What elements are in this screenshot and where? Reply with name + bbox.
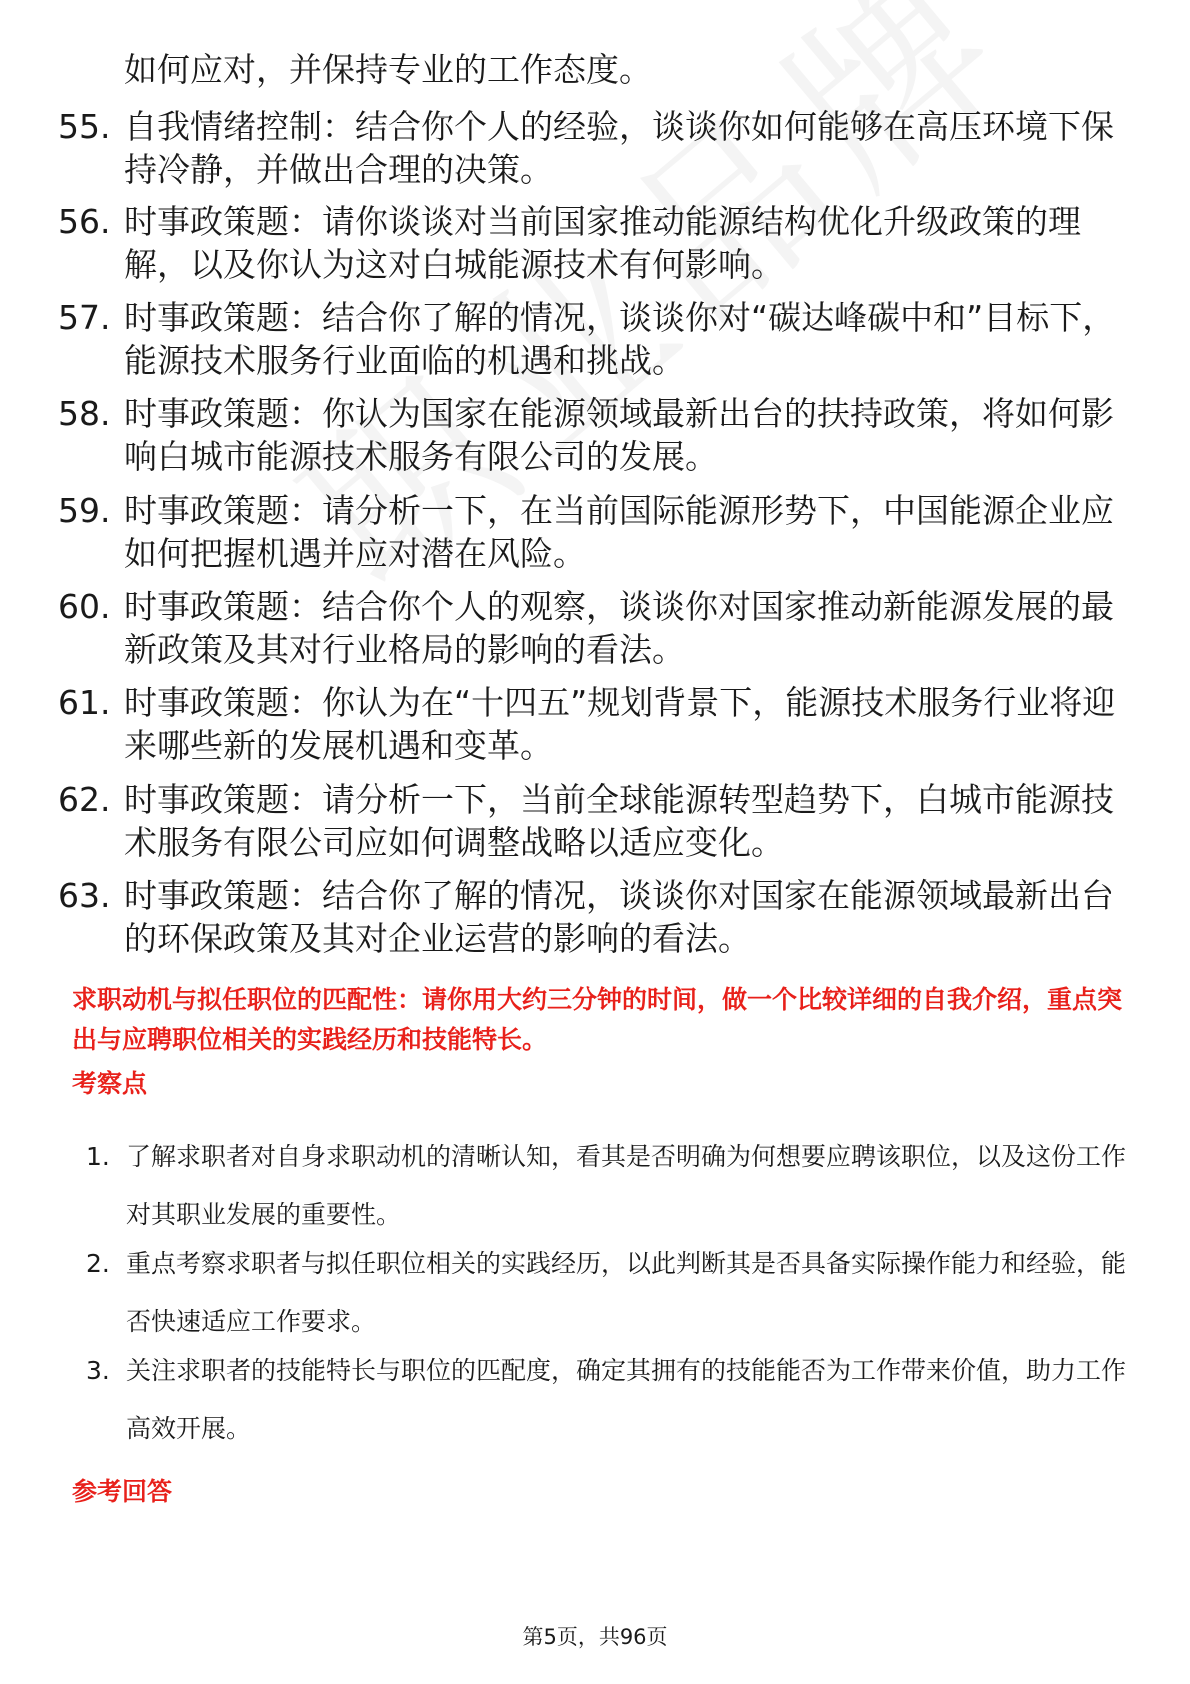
question-text: 时事政策题：请分析一下，当前全球能源转型趋势下，白城市能源技术服务有限公司应如何调整战略以适应变化。 xyxy=(124,780,1114,862)
question-text: 时事政策题：结合你了解的情况，谈谈你对“碳达峰碳中和”目标下，能源技术服务行业面临的机遇和挑战。 xyxy=(124,298,1116,380)
question-text: 时事政策题：你认为在“十四五”规划背景下，能源技术服务行业将迎来哪些新的发展机遇和变革。 xyxy=(124,683,1116,765)
question-number: 56. xyxy=(58,202,111,241)
question-number: 55. xyxy=(58,107,111,146)
question-number: 62. xyxy=(58,780,111,819)
question-number: 63. xyxy=(58,876,111,915)
question-text: 时事政策题：你认为国家在能源领域最新出台的扶持政策，将如何影响白城市能源技术服务有限公司的发展。 xyxy=(124,394,1114,476)
point-number: 3. xyxy=(86,1356,110,1385)
point-text: 重点考察求职者与拟任职位相关的实践经历，以此判断其是否具备实际操作能力和经验，能否快速适应工作要求。 xyxy=(126,1249,1127,1336)
question-number: 58. xyxy=(58,394,111,433)
reference-answer-label: 参考回答 xyxy=(72,1477,173,1506)
question-text: 自我情绪控制：结合你个人的经验，谈谈你如何能够在高压环境下保持冷静，并做出合理的决策。 xyxy=(124,107,1114,189)
question-text: 时事政策题：结合你了解的情况，谈谈你对国家在能源领域最新出台的环保政策及其对企业运营的影响的看法。 xyxy=(124,876,1114,958)
point-text: 了解求职者对自身求职动机的清晰认知，看其是否明确为何想要应聘该职位，以及这份工作对其职业发展的重要性。 xyxy=(126,1142,1127,1229)
question-text: 如何应对，并保持专业的工作态度。 xyxy=(124,50,652,89)
point-text: 关注求职者的技能特长与职位的匹配度，确定其拥有的技能能否为工作带来价值，助力工作高效开展。 xyxy=(126,1356,1127,1443)
point-number: 2. xyxy=(86,1249,110,1278)
point-number: 1. xyxy=(86,1142,110,1171)
question-number: 60. xyxy=(58,587,111,626)
question-number: 61. xyxy=(58,683,111,722)
question-text: 时事政策题：结合你个人的观察，谈谈你对国家推动新能源发展的最新政策及其对行业格局的影响的看法。 xyxy=(124,587,1114,669)
question-number: 59. xyxy=(58,491,111,530)
section-heading: 求职动机与拟任职位的匹配性：请你用大约三分钟的时间，做一个比较详细的自我介绍，重点突出与应聘职位相关的实践经历和技能特长。 xyxy=(72,985,1123,1054)
page-footer: 第5页，共96页 xyxy=(522,1625,668,1649)
question-text: 时事政策题：请你谈谈对当前国家推动能源结构优化升级政策的理解，以及你认为这对白城能源技术有何影响。 xyxy=(124,202,1081,284)
question-number: 57. xyxy=(58,298,111,337)
question-text: 时事政策题：请分析一下，在当前国际能源形势下，中国能源企业应如何把握机遇并应对潜在风险。 xyxy=(124,491,1114,573)
assessment-points-label: 考察点 xyxy=(72,1069,148,1098)
